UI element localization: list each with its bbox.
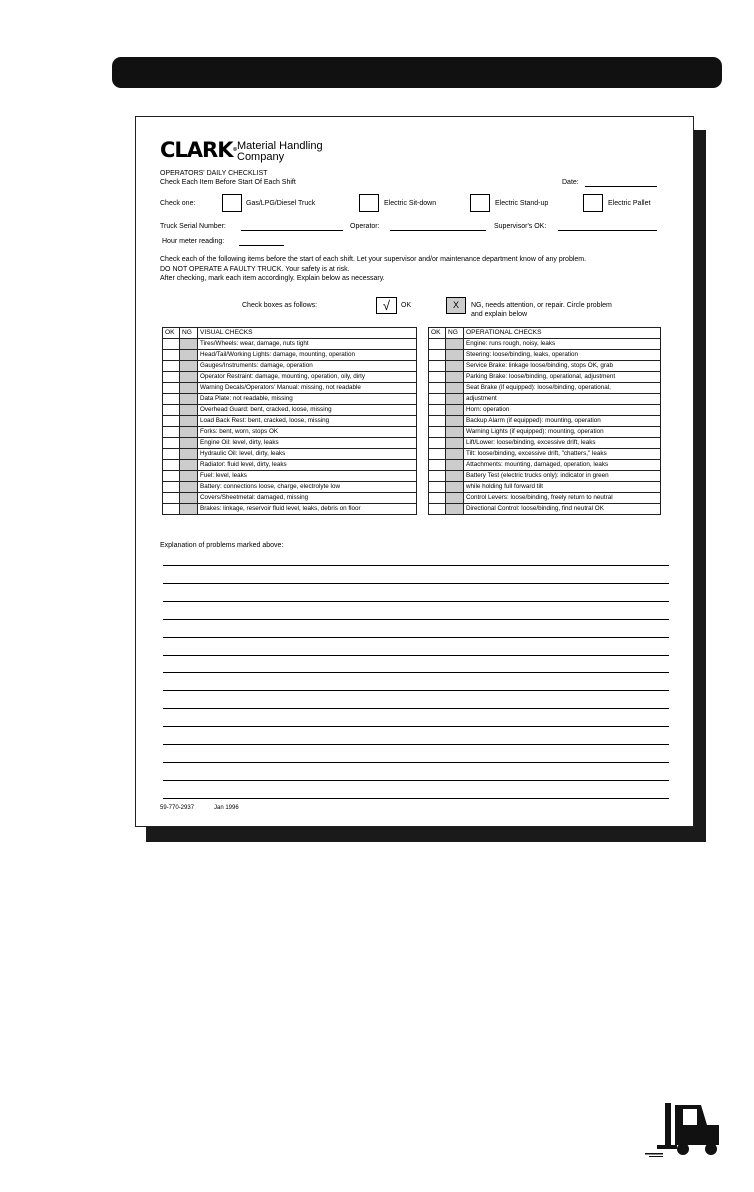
stand-up-checkbox[interactable] xyxy=(470,194,490,212)
explanation-line[interactable] xyxy=(163,672,669,673)
ok-column-header: OK xyxy=(429,328,446,339)
ok-checkbox[interactable] xyxy=(163,394,180,405)
check-item-label: Service Brake: linkage loose/binding, stops OK, grab xyxy=(464,361,661,372)
instructions-line-1: Check each of the following items before the start of each shift. Let your supervisor and/or maintenance department know of any problem. xyxy=(160,256,587,263)
check-item-label: Load Back Rest: bent, cracked, loose, missing xyxy=(198,416,417,427)
ok-checkbox[interactable] xyxy=(429,339,446,350)
check-item-label: Forks: bent, worn, stops OK xyxy=(198,427,417,438)
header-bar xyxy=(112,57,722,88)
operator-label: Operator: xyxy=(350,223,380,230)
explanation-line[interactable] xyxy=(163,601,669,602)
ng-column-header: NG xyxy=(446,328,464,339)
table-row xyxy=(429,482,661,493)
ng-checkbox[interactable] xyxy=(180,482,198,493)
explanation-line[interactable] xyxy=(163,726,669,727)
ok-checkbox[interactable] xyxy=(429,361,446,372)
table-row xyxy=(163,438,417,449)
serial-label: Truck Serial Number: xyxy=(160,223,226,230)
ok-checkbox[interactable] xyxy=(163,372,180,383)
instructions-line-2: DO NOT OPERATE A FAULTY TRUCK. Your safety is at risk. xyxy=(160,266,350,273)
check-item-label: Battery Test (electric trucks only): indicator in green xyxy=(464,471,661,482)
ng-checkbox[interactable] xyxy=(180,394,198,405)
ok-checkbox[interactable] xyxy=(429,482,446,493)
ng-checkbox[interactable] xyxy=(180,471,198,482)
table-row xyxy=(429,361,661,372)
explanation-line[interactable] xyxy=(163,619,669,620)
ng-checkbox[interactable] xyxy=(180,361,198,372)
date-field[interactable] xyxy=(585,186,657,187)
clark-logo: CLARK® xyxy=(160,138,237,162)
check-item-label: Parking Brake: loose/binding, operational, adjustment xyxy=(464,372,661,383)
ng-checkbox[interactable] xyxy=(180,416,198,427)
supervisor-field[interactable] xyxy=(558,230,657,231)
ok-checkbox[interactable] xyxy=(429,471,446,482)
ng-checkbox[interactable] xyxy=(446,383,464,394)
visual-checks-title: VISUAL CHECKS xyxy=(198,328,417,339)
ok-checkbox[interactable] xyxy=(429,449,446,460)
ok-checkbox[interactable] xyxy=(429,460,446,471)
explanation-line[interactable] xyxy=(163,655,669,656)
table-row xyxy=(163,416,417,427)
ok-checkbox[interactable] xyxy=(163,449,180,460)
check-item-label: Fuel: level, leaks xyxy=(198,471,417,482)
ng-checkbox[interactable] xyxy=(446,482,464,493)
table-row xyxy=(429,383,661,394)
table-header-row xyxy=(429,328,661,339)
gas-truck-label: Gas/LPG/Diesel Truck xyxy=(246,200,316,207)
supervisor-label: Supervisor's OK: xyxy=(494,223,547,230)
operator-field[interactable] xyxy=(390,230,486,231)
table-row xyxy=(429,405,661,416)
explanation-line[interactable] xyxy=(163,798,669,799)
gas-truck-checkbox[interactable] xyxy=(222,194,242,212)
table-row xyxy=(429,449,661,460)
form-subtitle: Check Each Item Before Start Of Each Shift xyxy=(160,179,296,186)
serial-field[interactable] xyxy=(241,230,343,231)
legend-ok-text: OK xyxy=(401,302,412,309)
ok-checkbox[interactable] xyxy=(429,504,446,515)
check-item-label: Control Levers: loose/binding, freely return to neutral xyxy=(464,493,661,504)
ng-checkbox[interactable] xyxy=(446,339,464,350)
table-row xyxy=(429,372,661,383)
ng-checkbox[interactable] xyxy=(180,339,198,350)
explanation-line[interactable] xyxy=(163,744,669,745)
ng-checkbox[interactable] xyxy=(180,460,198,471)
table-header-row xyxy=(163,328,417,339)
visual-checks-table xyxy=(162,327,417,515)
sit-down-checkbox[interactable] xyxy=(359,194,379,212)
check-item-label: while holding full forward tilt xyxy=(464,482,661,493)
check-item-label: Data Plate: not readable, missing xyxy=(198,394,417,405)
operational-checks-table xyxy=(428,327,661,515)
ng-checkbox[interactable] xyxy=(446,405,464,416)
table-row xyxy=(429,350,661,361)
check-one-label: Check one: xyxy=(160,200,196,207)
check-item-label: Warning Lights (if equipped): mounting, operation xyxy=(464,427,661,438)
ok-checkbox[interactable] xyxy=(429,427,446,438)
check-item-label: Directional Control: loose/binding, find neutral OK xyxy=(464,504,661,515)
pallet-label: Electric Pallet xyxy=(608,200,651,207)
table-row xyxy=(429,394,661,405)
ng-checkbox[interactable] xyxy=(446,471,464,482)
table-row xyxy=(429,504,661,515)
ok-checkbox[interactable] xyxy=(163,350,180,361)
check-item-label: Gauges/Instruments: damage, operation xyxy=(198,361,417,372)
check-item-label: Horn: operation xyxy=(464,405,661,416)
table-row xyxy=(429,493,661,504)
check-item-label: Backup Alarm (if equipped): mounting, operation xyxy=(464,416,661,427)
ng-column-header: NG xyxy=(180,328,198,339)
table-row xyxy=(429,416,661,427)
ng-checkbox[interactable] xyxy=(446,493,464,504)
operational-checks-title: OPERATIONAL CHECKS xyxy=(464,328,661,339)
table-row xyxy=(163,449,417,460)
check-item-label: Covers/Sheetmetal: damaged, missing xyxy=(198,493,417,504)
ng-checkbox[interactable] xyxy=(180,405,198,416)
form-title: OPERATORS' DAILY CHECKLIST xyxy=(160,170,268,177)
table-row xyxy=(163,460,417,471)
ng-checkbox[interactable] xyxy=(446,449,464,460)
table-row xyxy=(163,350,417,361)
check-item-label: Warning Decals/Operators' Manual: missing, not readable xyxy=(198,383,417,394)
check-mark-icon: √ xyxy=(382,298,391,313)
date-label: Date: xyxy=(562,179,579,186)
ok-checkbox[interactable] xyxy=(163,493,180,504)
check-item-label: Engine: runs rough, noisy, leaks xyxy=(464,339,661,350)
ok-checkbox[interactable] xyxy=(429,438,446,449)
ok-checkbox[interactable] xyxy=(163,427,180,438)
explanation-line[interactable] xyxy=(163,762,669,763)
ok-checkbox[interactable] xyxy=(429,416,446,427)
ng-checkbox[interactable] xyxy=(180,427,198,438)
table-row xyxy=(163,427,417,438)
ok-checkbox[interactable] xyxy=(429,350,446,361)
table-row xyxy=(429,460,661,471)
check-item-label: Tires/Wheels: wear, damage, nuts tight xyxy=(198,339,417,350)
table-row xyxy=(163,372,417,383)
table-row xyxy=(163,493,417,504)
check-item-label: Battery: connections loose, charge, electrolyte low xyxy=(198,482,417,493)
table-row xyxy=(429,438,661,449)
explanation-line[interactable] xyxy=(163,690,669,691)
ok-checkbox[interactable] xyxy=(429,372,446,383)
check-item-label: Radiator: fluid level, dirty, leaks xyxy=(198,460,417,471)
table-row xyxy=(163,405,417,416)
ok-checkbox[interactable] xyxy=(163,339,180,350)
pallet-checkbox[interactable] xyxy=(583,194,603,212)
sit-down-label: Electric Sit-down xyxy=(384,200,437,207)
check-item-label: Head/Tail/Working Lights: damage, mounting, operation xyxy=(198,350,417,361)
table-row xyxy=(429,339,661,350)
form-date: Jan 1996 xyxy=(214,805,239,811)
explanation-line[interactable] xyxy=(163,708,669,709)
table-row xyxy=(429,471,661,482)
ng-checkbox[interactable] xyxy=(180,493,198,504)
ng-checkbox[interactable] xyxy=(446,361,464,372)
ok-checkbox[interactable] xyxy=(163,405,180,416)
ng-checkbox[interactable] xyxy=(180,383,198,394)
x-mark-icon: X xyxy=(452,300,459,310)
ng-checkbox[interactable] xyxy=(446,416,464,427)
explanation-line[interactable] xyxy=(163,637,669,638)
ok-checkbox[interactable] xyxy=(163,438,180,449)
table-row xyxy=(163,482,417,493)
ng-checkbox[interactable] xyxy=(180,449,198,460)
check-item-label: Attachments: mounting, damaged, operation, leaks xyxy=(464,460,661,471)
ng-checkbox[interactable] xyxy=(446,438,464,449)
table-row xyxy=(163,361,417,372)
table-row xyxy=(429,427,661,438)
check-item-label: Brakes: linkage, reservoir fluid level, leaks, debris on floor xyxy=(198,504,417,515)
ng-checkbox[interactable] xyxy=(180,372,198,383)
ng-checkbox[interactable] xyxy=(180,438,198,449)
ng-checkbox[interactable] xyxy=(446,504,464,515)
ng-checkbox[interactable] xyxy=(180,504,198,515)
explanation-line[interactable] xyxy=(163,583,669,584)
explanation-line[interactable] xyxy=(163,780,669,781)
ng-checkbox[interactable] xyxy=(446,427,464,438)
ok-checkbox[interactable] xyxy=(163,471,180,482)
hour-meter-field[interactable] xyxy=(239,245,284,246)
ok-checkbox[interactable] xyxy=(163,361,180,372)
ok-checkbox[interactable] xyxy=(163,416,180,427)
ng-checkbox[interactable] xyxy=(446,394,464,405)
table-row xyxy=(163,394,417,405)
legend-ng-text-2: and explain below xyxy=(471,311,528,318)
legend-ng-box xyxy=(446,297,466,314)
legend-ng-text-1: NG, needs attention, or repair. Circle problem xyxy=(471,302,612,309)
ng-checkbox[interactable] xyxy=(180,350,198,361)
forklift-icon xyxy=(645,1095,725,1157)
legend-ok-box xyxy=(376,297,397,314)
check-item-label: Seat Brake (if equipped): loose/binding, operational, xyxy=(464,383,661,394)
check-item-label: Engine Oil: level, dirty, leaks xyxy=(198,438,417,449)
ok-checkbox[interactable] xyxy=(429,383,446,394)
check-item-label: Hydraulic Oil: level, dirty, leaks xyxy=(198,449,417,460)
check-item-label: Lift/Lower: loose/binding, excessive drift, leaks xyxy=(464,438,661,449)
check-item-label: Steering: loose/binding, leaks, operation xyxy=(464,350,661,361)
table-row xyxy=(163,471,417,482)
explanation-label: Explanation of problems marked above: xyxy=(160,542,284,549)
instructions-line-3: After checking, mark each item accordingly. Explain below as necessary. xyxy=(160,275,385,282)
ok-checkbox[interactable] xyxy=(429,405,446,416)
check-item-label: adjustment xyxy=(464,394,661,405)
check-item-label: Tilt: loose/binding, excessive drift, "chatters," leaks xyxy=(464,449,661,460)
ok-column-header: OK xyxy=(163,328,180,339)
ng-checkbox[interactable] xyxy=(446,460,464,471)
ok-checkbox[interactable] xyxy=(163,383,180,394)
stand-up-label: Electric Stand-up xyxy=(495,200,549,207)
table-row xyxy=(163,339,417,350)
ok-checkbox[interactable] xyxy=(163,460,180,471)
ok-checkbox[interactable] xyxy=(429,394,446,405)
ok-checkbox[interactable] xyxy=(163,504,180,515)
company-name: Material Handling Company xyxy=(237,140,323,163)
ok-checkbox[interactable] xyxy=(163,482,180,493)
ok-checkbox[interactable] xyxy=(429,493,446,504)
ng-checkbox[interactable] xyxy=(446,350,464,361)
check-item-label: Operator Restraint: damage, mounting, operation, oily, dirty xyxy=(198,372,417,383)
table-row xyxy=(163,504,417,515)
form-number: 59-770-2937 xyxy=(160,805,195,811)
table-row xyxy=(163,383,417,394)
ng-checkbox[interactable] xyxy=(446,372,464,383)
check-item-label: Overhead Guard: bent, cracked, loose, missing xyxy=(198,405,417,416)
checklist-sheet xyxy=(135,116,694,827)
legend-label: Check boxes as follows: xyxy=(242,302,318,309)
hour-meter-label: Hour meter reading: xyxy=(162,238,225,245)
explanation-line[interactable] xyxy=(163,565,669,566)
